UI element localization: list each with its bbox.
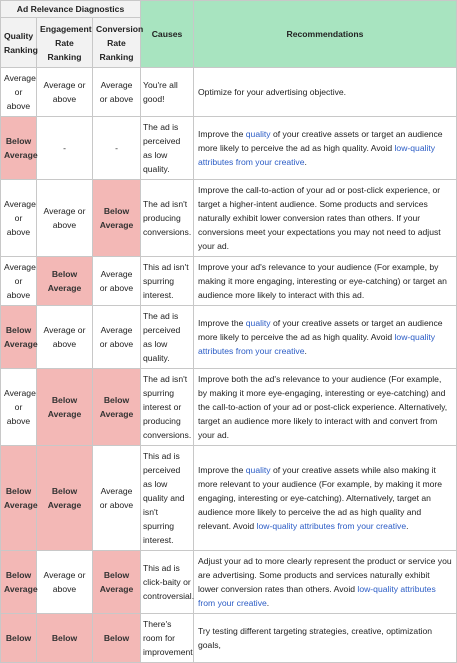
cause-cell: The ad isn't producing conversions. (141, 180, 194, 257)
engagement-cell: Average or above (37, 306, 93, 369)
group-header: Ad Relevance Diagnostics (1, 1, 141, 18)
recommendation-link[interactable]: quality (245, 129, 271, 139)
engagement-cell: Below (37, 614, 93, 663)
table-row (1, 180, 457, 257)
cause-cell: The ad is perceived as low quality. (141, 306, 194, 369)
recommendation-text: . (406, 521, 409, 531)
recommendation-cell (194, 117, 457, 180)
cause-cell: This ad is click-baity or controversial. (141, 551, 194, 614)
engagement-cell: Below Average (37, 369, 93, 446)
recommendation-text: of your creative assets or target an audience more likely to perceive the ad as high quality. Avoid (198, 318, 443, 342)
recommendation-text: Improve the (198, 318, 246, 328)
engagement-cell: Below Average (37, 446, 93, 551)
recommendation-cell (194, 369, 457, 446)
recommendation-text: . (304, 157, 307, 167)
recommendation-cell (194, 68, 457, 117)
table-row (1, 306, 457, 369)
recommendation-link[interactable]: low-quality attributes from your creative (198, 584, 436, 608)
recommendation-cell (194, 257, 457, 306)
recommendation-link[interactable]: quality (245, 318, 271, 328)
recommendation-text: Improve both the ad's relevance to your audience (For example, by making it more eye-engaging, interesting or eye-catching) and the call-to-action of your ad or post-click experience. Alternatively, target an audience more likely to interact with and convert from your ad. (198, 374, 448, 440)
recommendations-header: Recommendations (194, 1, 457, 68)
cause-cell: There's room for improvement (141, 614, 194, 663)
recommendation-text: Optimize for your advertising objective. (198, 87, 347, 97)
quality-cell: Below Average (1, 306, 37, 369)
recommendation-cell (194, 551, 457, 614)
recommendation-text: Adjust your ad to more clearly represent the product or service you are advertising. Some products and services naturally exhibit lower conversion rates than others. Avoid (198, 556, 452, 594)
recommendation-link[interactable]: low-quality attributes from your creative (256, 521, 407, 531)
recommendation-text: . (266, 598, 270, 608)
recommendation-link[interactable]: low-quality attributes from your creative (198, 143, 436, 167)
causes-header: Causes (141, 1, 194, 68)
engagement-cell: Average or above (37, 180, 93, 257)
conversion-cell: Below Average (93, 369, 141, 446)
conversion-cell: Average or above (93, 68, 141, 117)
recommendation-text: Try testing different targeting strategies, creative, optimization goals, (198, 626, 433, 650)
table-row (1, 257, 457, 306)
conversion-cell: Average or above (93, 257, 141, 306)
conversion-cell: - (93, 117, 141, 180)
engagement-cell: - (37, 117, 93, 180)
recommendation-cell (194, 306, 457, 369)
recommendation-text: . (304, 346, 307, 356)
cause-cell: The ad isn't spurring interest or producing conversions. (141, 369, 194, 446)
recommendation-cell (194, 614, 457, 663)
engagement-cell: Average or above (37, 551, 93, 614)
recommendation-text: of your creative assets or target an audience more likely to perceive the ad as high quality. Avoid (198, 129, 443, 153)
recommendation-link[interactable]: low-quality attributes from your creative (198, 332, 436, 356)
conversion-cell: Below (93, 614, 141, 663)
cause-cell: This ad isn't spurring interest. (141, 257, 194, 306)
quality-cell: Below (1, 614, 37, 663)
recommendation-cell (194, 446, 457, 551)
quality-cell: Average or above (1, 369, 37, 446)
quality-cell: Below Average (1, 117, 37, 180)
engagement-cell: Average or above (37, 68, 93, 117)
table-row (1, 614, 457, 663)
quality-ranking-header: Quality Ranking (1, 18, 37, 68)
quality-cell: Average or above (1, 257, 37, 306)
table-row (1, 551, 457, 614)
recommendation-cell (194, 180, 457, 257)
engagement-ranking-header: Engagement Rate Ranking (37, 18, 93, 68)
recommendation-text: Improve the (198, 129, 246, 139)
recommendation-link[interactable]: quality (245, 465, 271, 475)
cause-cell: You're all good! (141, 68, 194, 117)
quality-cell: Average or above (1, 68, 37, 117)
cause-cell: This ad is perceived as low quality and isn't spurring interest. (141, 446, 194, 551)
table-row (1, 369, 457, 446)
table-row (1, 446, 457, 551)
engagement-cell: Below Average (37, 257, 93, 306)
cause-cell: The ad is perceived as low quality. (141, 117, 194, 180)
conversion-cell: Below Average (93, 180, 141, 257)
conversion-cell: Average or above (93, 306, 141, 369)
conversion-ranking-header: Conversion Rate Ranking (93, 18, 141, 68)
recommendation-text: of your creative assets while also making it more relevant to your audience (For example, by making it more engaging, interesting or eye-catching). Alternatively, target an audience more likely to perceive the ad as high quality and relevant. Avoid (198, 465, 443, 531)
conversion-cell: Average or above (93, 446, 141, 551)
conversion-cell: Below Average (93, 551, 141, 614)
quality-cell: Below Average (1, 551, 37, 614)
recommendation-text: Improve the call-to-action of your ad or post-click experience, or target a higher-intent audience. Some products and services naturally exhibit lower conversion rates than others. If your conversions meet your expectations you may not need to adjust your ad. (198, 185, 441, 251)
quality-cell: Below Average (1, 446, 37, 551)
quality-cell: Average or above (1, 180, 37, 257)
table-row (1, 117, 457, 180)
recommendation-text: Improve the (198, 465, 246, 475)
table-row (1, 68, 457, 117)
recommendation-text: Improve your ad's relevance to your audience (For example, by making it more engaging, interesting or eye-catching) or target an audience more likely to interact with this ad. (198, 262, 447, 300)
table-body (1, 68, 457, 663)
